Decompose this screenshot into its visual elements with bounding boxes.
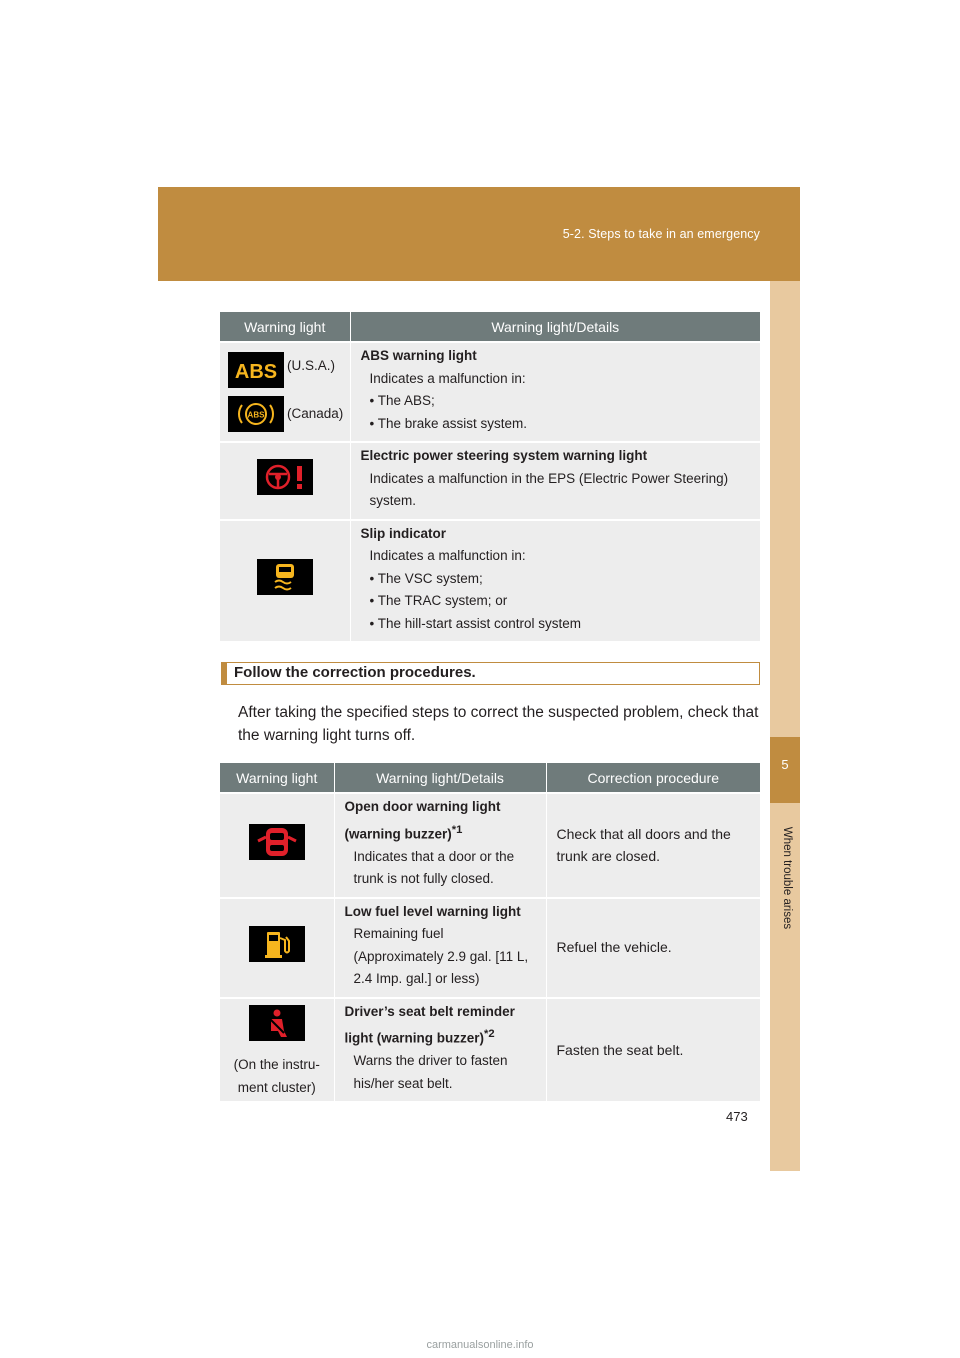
- section-title: 5-2. Steps to take in an emergency: [562, 227, 760, 241]
- table-row: [220, 442, 760, 520]
- details-cell: ABS warning light Indicates a malfunction in: • The ABS; • The brake assist system.: [350, 342, 760, 442]
- footnote-ref: *1: [451, 823, 463, 836]
- warning-light-cell: [220, 793, 334, 898]
- procedure-text: After taking the specified steps to correct the suspected problem, check that the warning light turns off.: [238, 704, 759, 744]
- table-row: [220, 342, 760, 442]
- footer-watermark: carmanualsonline.info: [426, 1339, 534, 1351]
- svg-text:ABS: ABS: [247, 410, 265, 420]
- col-header-details: Warning light/Details: [350, 312, 760, 342]
- light-title: ABS warning light: [360, 348, 477, 363]
- col-header-correction: Correction procedure: [546, 763, 760, 793]
- warning-table-1: [220, 312, 760, 641]
- light-title: Electric power steering system warning light: [360, 448, 648, 463]
- slip-indicator-icon: [257, 559, 313, 595]
- table-row: [220, 898, 760, 998]
- table-row: [220, 520, 760, 642]
- correction-cell: Fasten the seat belt.: [546, 998, 760, 1102]
- details-cell: Low fuel level warning light Remaining fuel (Approximately 2.9 gal. [11 L, 2.4 Imp. gal.] or less): [334, 898, 546, 998]
- open-door-icon: [249, 824, 305, 860]
- chapter-title: When trouble arises: [781, 826, 793, 930]
- details-cell: Open door warning light (warning buzzer)$^{*1}$ Indicates that a door or the trunk is not fully closed.: [334, 793, 546, 898]
- footnote-ref: *2: [484, 1028, 495, 1040]
- correction-cell: Refuel the vehicle.: [546, 898, 760, 998]
- table-row: [220, 793, 760, 898]
- header-band: [158, 187, 800, 281]
- side-strip: [770, 281, 800, 1171]
- warning-light-cell: [220, 520, 350, 642]
- procedure-heading: Follow the correction procedures.: [221, 662, 760, 685]
- details-cell: Driver’s seat belt reminder light (warning buzzer)$^{*2}$ Warns the driver to fasten his/her seat belt.: [334, 998, 546, 1102]
- warning-light-cell: [220, 442, 350, 520]
- correction-cell: Check that all doors and the trunk are closed.: [546, 793, 760, 898]
- seat-belt-icon: [249, 1005, 305, 1041]
- col-header-warning-light: Warning light: [220, 763, 334, 793]
- abs-usa-icon: [228, 352, 284, 388]
- region-label: (Canada): [287, 405, 344, 421]
- power-steering-icon: [257, 459, 313, 495]
- table-row: [220, 998, 760, 1102]
- region-label: (U.S.A.): [287, 357, 336, 373]
- abs-canada-icon: [228, 396, 284, 432]
- col-header-warning-light: Warning light: [220, 312, 350, 342]
- fuel-pump-icon: [249, 926, 305, 962]
- svg-text:ABS: ABS: [234, 361, 278, 383]
- details-cell: Slip indicator Indicates a malfunction in: • The VSC system; • The TRAC system; or • The hill-start assist control system: [350, 520, 760, 642]
- light-title: Slip indicator: [360, 525, 447, 541]
- warning-light-cell: [220, 342, 350, 442]
- page-number: 473: [726, 1109, 748, 1124]
- chapter-tab[interactable]: [770, 737, 800, 803]
- details-cell: Electric power steering system warning light Indicates a malfunction in the EPS (Electric Power Steering) system.: [350, 442, 760, 520]
- warning-light-cell: [220, 898, 334, 998]
- chapter-number: 5: [781, 757, 789, 772]
- location-note: (On the instru- ment cluster): [233, 1057, 320, 1095]
- col-header-details: Warning light/Details: [334, 763, 546, 793]
- warning-table-2: [220, 763, 760, 1101]
- warning-light-cell: [220, 998, 334, 1102]
